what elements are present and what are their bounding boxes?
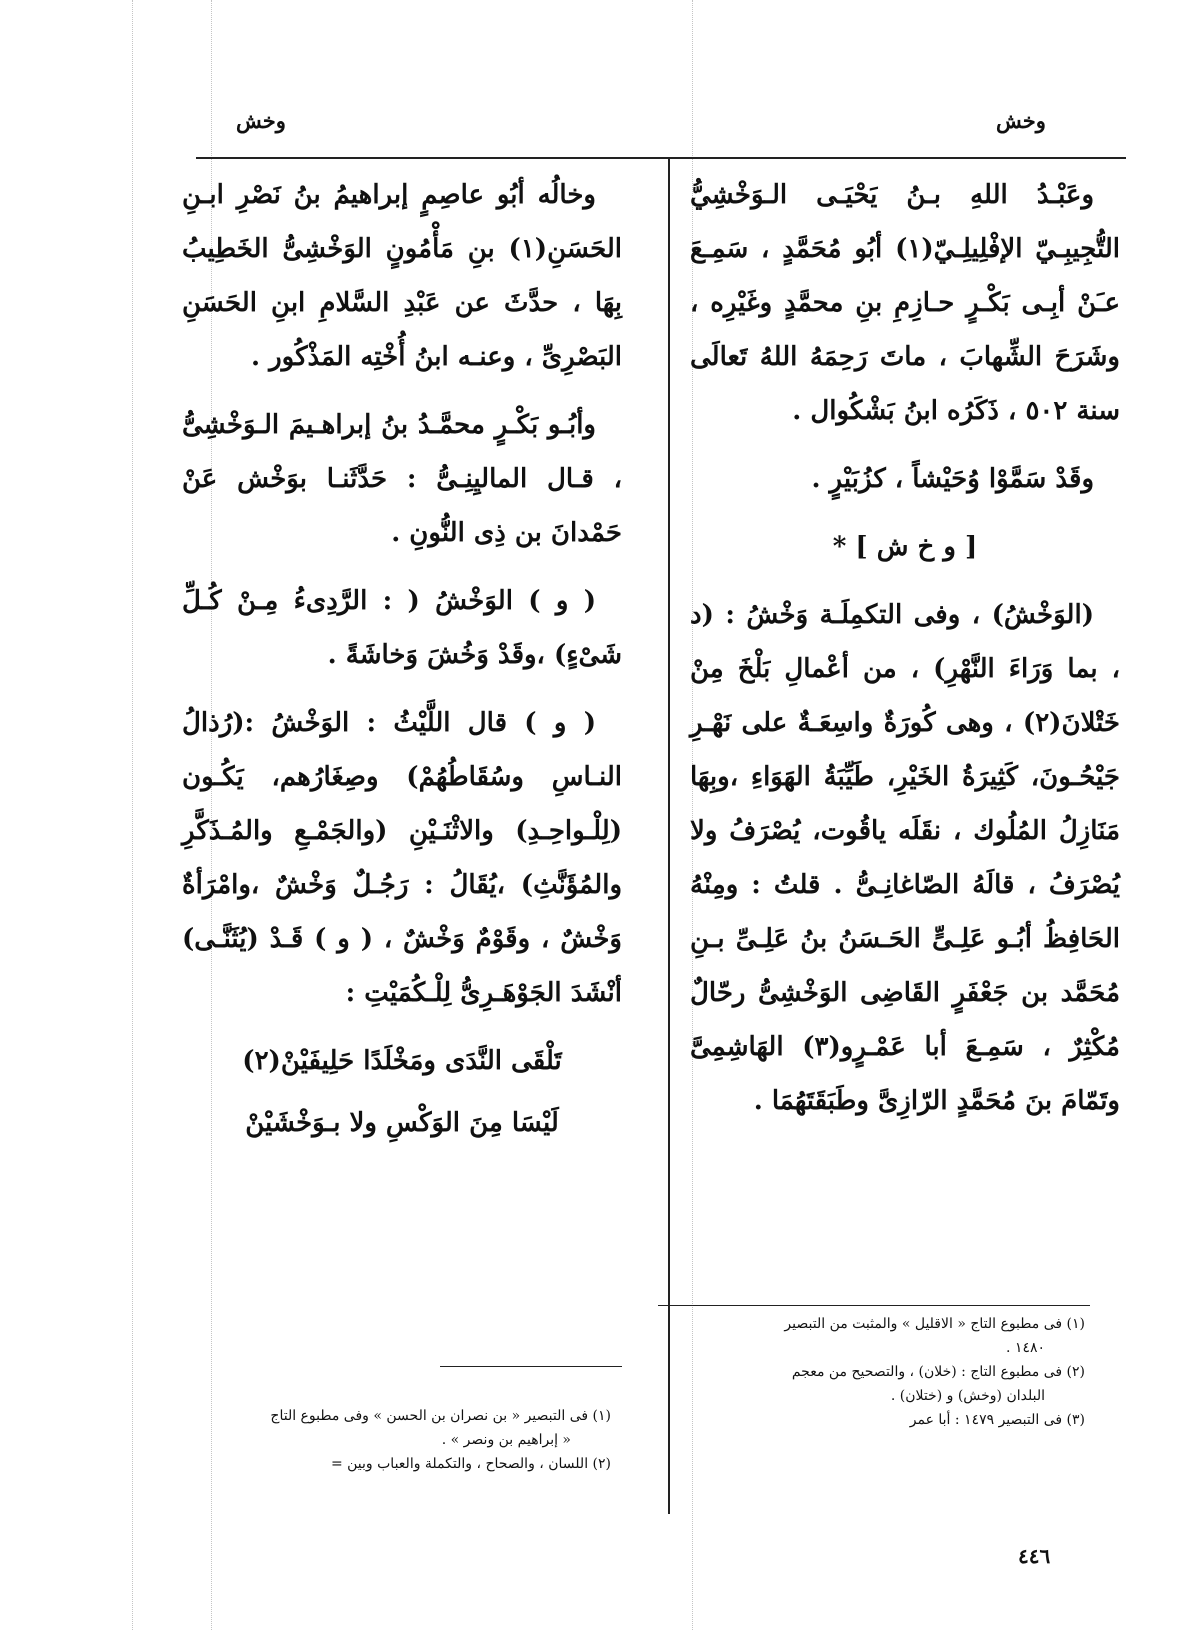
footnote-rule-right (658, 1305, 1090, 1306)
entry-al-layth: ( و ) قال اللَّيْثُ : الوَخْشُ :(رُذالُ النـاسِ وسُقَاطُهُمْ) وصِغَارُهم، يَكُـون (لِلْـواحِـدِ) والاثْنَـيْنِ (والجَمْـعِ والمُـذَكَّرِ والمُؤَنَّثِ) ،يُقَالُ : رَجُـلٌ وَخْشٌ ،وامْرَأةٌ وَخْشٌ ، وقَوْمٌ وَخْشٌ ، ( و ) قَـدْ (يُثَنَّـى) أنْشَدَ الجَوْهَـرِىُّ لِلْـكُمَيْتِ : (182, 708, 622, 1008)
running-header-left: وخش (236, 108, 286, 133)
right-column (690, 168, 1120, 1142)
left-column (182, 168, 622, 1150)
footnote-2-cont: البلدان (وخش) و (ختلان) . (890, 1388, 1045, 1404)
footnote-1-cont: ١٤٨٠ . (1006, 1340, 1045, 1356)
entry-al-wakhsh-radi: ( و ) الوَخْشُ ( : الرَّدِىءُ مِـنْ كُـلِّ شَىْءٍ) ،وقَدْ وَخُشَ وَخاشَةً . (182, 586, 622, 670)
verse-line-1: تَلْقَى النَّدَى ومَخْلَدًا حَلِيفَيْنْ(٢) (242, 1046, 562, 1076)
footnotes-right (680, 1312, 1085, 1432)
footnote-2: (٢) فى مطبوع التاج : (خلان) ، والتصحيح من معجم (791, 1364, 1085, 1380)
entry-abu-asim: وخالُه أبُو عاصِمٍ إبراهيمُ بنُ نَصْرِ ابـنِ الحَسَنِ(١) بنِ مَأْمُونٍ الوَخْشِىُّ الخَطِيبُ بِهَا ، حدَّثَ عن عَبْدِ السَّلامِ ابنِ الحَسَنِ البَصْرِىِّ ، وعنـه ابنُ أُخْتِه المَذْكُور . (182, 180, 622, 372)
entry-abdullah: وعَبْـدُ اللهِ بـنُ يَحْيَـى الـوَخْشِيُّ التُّجِيبِـيّ الإفْلِيلِـيّ(١) أبُو مُحَمَّدٍ ، سَمِـعَ عـَنْ أبِـى بَكْـرٍ حـازِمِ بنِ محمَّدٍ وغَيْرِه ، وشَرَحَ الشِّهابَ ، ماتَ رَحِمَهُ اللهُ تَعالَى سنة ٥٠٢ ، ذَكَرُه ابنُ بَشْكُوال . (690, 180, 1121, 426)
entry-wuhaysh: وقَدْ سَمَّوْا وُحَيْشاً ، كزُبَيْرٍ . (811, 464, 1094, 494)
entry-abu-bakr: وأبُـو بَكْـرٍ محمَّـدُ بنُ إبراهـيمَ الـوَخْشِىُّ ، قـال الماليِنِـىُّ : حَدَّثَنـا بوَخْش عَنْ حَمْدانَ بن ذِى النُّونِ . (182, 410, 622, 548)
footnote-1: (١) فى التبصير « بن نصران بن الحسن » وفى مطبوع التاج (270, 1408, 611, 1424)
footnote-1-cont: « إبراهيم بن ونصر » . (441, 1432, 571, 1448)
footnote-3: (٣) فى التبصير ١٤٧٩ : أبا عمر (909, 1412, 1085, 1428)
footnote-2: (٢) اللسان ، والصحاح ، والتكملة والعباب وبين = (330, 1456, 611, 1472)
root-heading: [ و خ ش ] * (832, 532, 978, 562)
column-separator (668, 158, 670, 1514)
footnote-1: (١) فى مطبوع التاج « الاقليل » والمثبت من التبصير (784, 1316, 1085, 1332)
footnotes-left (196, 1404, 611, 1476)
footnote-rule-left (440, 1366, 622, 1367)
running-header-right: وخش (996, 108, 1046, 133)
verse-line-2: لَيْسَا مِنَ الوَكْسِ ولا بـوَخْشَيْنْ (245, 1108, 559, 1138)
entry-al-wakhsh-place: (الوَخْشُ) ، وفى التكمِلَـة وَخْشُ : (د ، بما وَرَاءَ النَّهْرِ) ، من أعْمالِ بَلْخَ مِنْ خَتْلانَ(٢) ، وهى كُورَةٌ واسِعَـةٌ على نَهْـرِ جَيْحُـونَ، كَثِيرَةُ الخَيْرِ، طَيِّبَةُ الهَوَاءِ ،وبِهَا مَنَازِلُ المُلُوك ، نقَلَه ياقُوت، يُصْرَفُ ولا يُصْرَفُ ، قالَهُ الصّاغانِـىُّ . قلتُ : ومِنْهُ الحَافِظُ أبُـو عَلِـىٍّ الحَـسَنُ بنُ عَلِـىِّ بـنِ مُحَمَّد بن جَعْفَرٍ القَاضِى الوَخْشِىُّ رحّالٌ مُكْثِرٌ ، سَمِـعَ أبا عَمْـرٍو(٣) الهَاشِمِىَّ وتَمّامَ بنَ مُحَمَّدٍ الرّازِىَّ وطَبَقَتَهُمَا . (690, 600, 1120, 1116)
header-rule (196, 157, 1126, 159)
guide-line (132, 0, 133, 1630)
page-number: ٤٤٦ (1018, 1544, 1051, 1568)
